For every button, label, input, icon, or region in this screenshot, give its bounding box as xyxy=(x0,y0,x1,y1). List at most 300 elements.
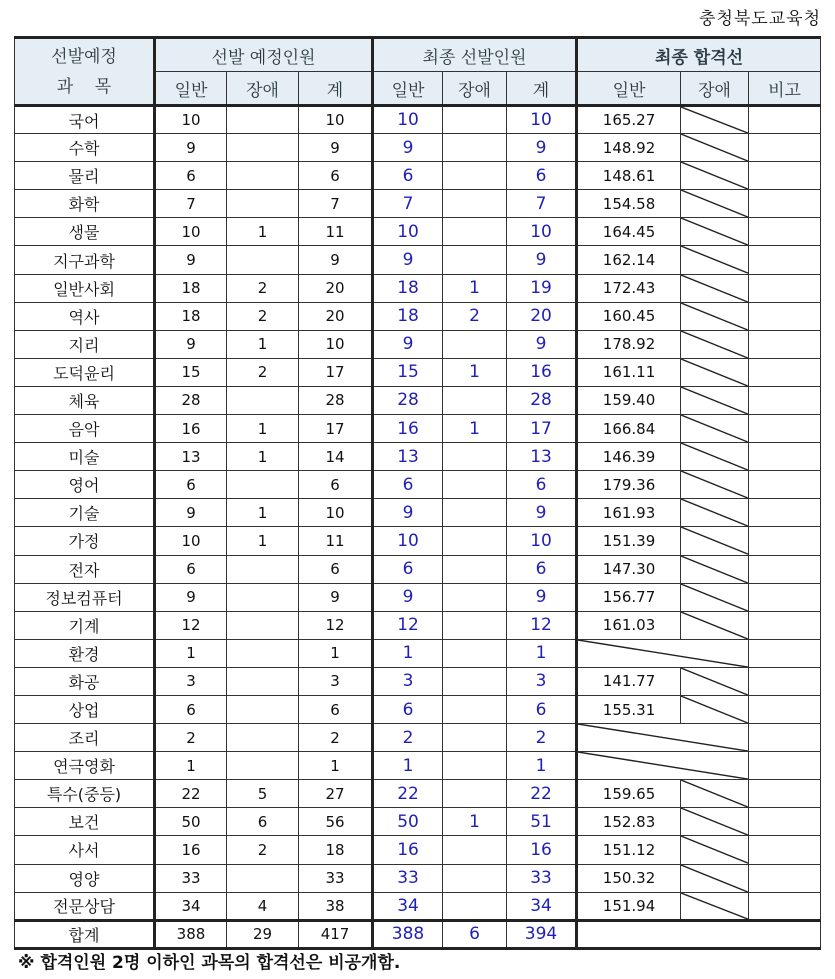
final-total-cell: 12 xyxy=(507,611,577,639)
remarks-cell xyxy=(749,190,821,218)
cutoff-disabled-na-cell xyxy=(681,892,749,920)
planned-disabled-cell: 1 xyxy=(227,330,299,358)
final-disabled-cell xyxy=(443,555,507,583)
subject-cell: 화학 xyxy=(15,190,155,218)
planned-general-cell: 9 xyxy=(155,134,227,162)
subject-cell: 국어 xyxy=(15,106,155,134)
planned-general-cell: 2 xyxy=(155,724,227,752)
subject-cell: 환경 xyxy=(15,639,155,667)
cutoff-disabled-na-cell xyxy=(681,302,749,330)
final-general-cell: 16 xyxy=(373,415,443,443)
remarks-cell xyxy=(749,358,821,386)
remarks-cell xyxy=(749,892,821,920)
final-disabled-cell xyxy=(443,527,507,555)
cutoff-disabled-na-cell xyxy=(681,246,749,274)
planned-general-cell: 50 xyxy=(155,808,227,836)
cutoff-disabled-na-cell xyxy=(681,358,749,386)
final-disabled-cell xyxy=(443,611,507,639)
planned-disabled-cell xyxy=(227,864,299,892)
cutoff-general-cell: 151.12 xyxy=(577,836,681,864)
subject-cell: 도덕윤리 xyxy=(15,358,155,386)
table-row xyxy=(15,246,821,274)
table-row xyxy=(15,808,821,836)
subject-cell: 연극영화 xyxy=(15,752,155,780)
subject-cell: 정보컴퓨터 xyxy=(15,583,155,611)
cutoff-general-cell: 154.58 xyxy=(577,190,681,218)
final-total-cell: 16 xyxy=(507,836,577,864)
planned-total-cell: 3 xyxy=(299,667,373,695)
cutoff-undisclosed-cell xyxy=(577,639,749,667)
table-row xyxy=(15,106,821,134)
remarks-cell xyxy=(749,527,821,555)
cutoff-disabled-na-cell xyxy=(681,611,749,639)
cutoff-general-cell: 151.39 xyxy=(577,527,681,555)
remarks-cell xyxy=(749,274,821,302)
table-row xyxy=(15,695,821,723)
table-row xyxy=(15,724,821,752)
planned-total-cell: 17 xyxy=(299,415,373,443)
planned-general-cell: 22 xyxy=(155,780,227,808)
final-general-cell: 10 xyxy=(373,106,443,134)
final-total-cell: 9 xyxy=(507,246,577,274)
final-general-cell: 13 xyxy=(373,443,443,471)
cutoff-general-cell: 159.40 xyxy=(577,386,681,414)
cutoff-disabled-na-cell xyxy=(681,218,749,246)
final-total-cell: 2 xyxy=(507,724,577,752)
planned-disabled-cell xyxy=(227,134,299,162)
planned-general-cell: 16 xyxy=(155,836,227,864)
total-cutoff-empty-cell xyxy=(577,920,821,948)
planned-general-header: 일반 xyxy=(155,72,227,106)
cutoff-disabled-na-cell xyxy=(681,106,749,134)
cutoff-disabled-na-cell xyxy=(681,443,749,471)
planned-general-cell: 15 xyxy=(155,358,227,386)
final-disabled-cell xyxy=(443,639,507,667)
final-total-cell: 10 xyxy=(507,106,577,134)
final-total-cell: 7 xyxy=(507,190,577,218)
total-row xyxy=(15,920,821,948)
final-general-cell: 6 xyxy=(373,162,443,190)
subject-cell: 영어 xyxy=(15,471,155,499)
remarks-cell xyxy=(749,499,821,527)
remarks-cell xyxy=(749,780,821,808)
cutoff-disabled-na-cell xyxy=(681,471,749,499)
final-total-cell: 1 xyxy=(507,639,577,667)
cutoff-general-cell: 141.77 xyxy=(577,667,681,695)
table-row xyxy=(15,162,821,190)
planned-total-cell: 17 xyxy=(299,358,373,386)
final-general-cell: 6 xyxy=(373,695,443,723)
cutoff-general-cell: 152.83 xyxy=(577,808,681,836)
planned-general-cell: 6 xyxy=(155,555,227,583)
planned-general-cell: 33 xyxy=(155,864,227,892)
final-general-cell: 2 xyxy=(373,724,443,752)
remarks-cell xyxy=(749,555,821,583)
final-disabled-cell xyxy=(443,583,507,611)
final-total-cell: 28 xyxy=(507,386,577,414)
cutoff-disabled-header: 장애 xyxy=(681,72,749,106)
planned-disabled-cell: 2 xyxy=(227,836,299,864)
remarks-cell xyxy=(749,415,821,443)
planned-disabled-cell: 5 xyxy=(227,780,299,808)
table-row xyxy=(15,330,821,358)
subject-cell: 가정 xyxy=(15,527,155,555)
subject-cell: 일반사회 xyxy=(15,274,155,302)
planned-general-cell: 12 xyxy=(155,611,227,639)
final-disabled-cell: 1 xyxy=(443,274,507,302)
final-total-cell: 1 xyxy=(507,752,577,780)
final-total-cell: 6 xyxy=(507,471,577,499)
planned-total-cell: 7 xyxy=(299,190,373,218)
cutoff-general-cell: 162.14 xyxy=(577,246,681,274)
final-total-cell: 10 xyxy=(507,527,577,555)
subject-cell: 기술 xyxy=(15,499,155,527)
corner-header-line1: 선발예정 xyxy=(51,46,117,67)
final-general-cell: 10 xyxy=(373,527,443,555)
final-total-cell: 6 xyxy=(507,695,577,723)
table-row xyxy=(15,667,821,695)
planned-disabled-cell xyxy=(227,246,299,274)
planned-disabled-cell xyxy=(227,386,299,414)
planned-general-cell: 28 xyxy=(155,386,227,414)
planned-general-cell: 3 xyxy=(155,667,227,695)
planned-total-header: 계 xyxy=(299,72,373,106)
cutoff-general-cell: 166.84 xyxy=(577,415,681,443)
final-disabled-cell: 2 xyxy=(443,302,507,330)
final-general-cell: 9 xyxy=(373,583,443,611)
subject-cell: 역사 xyxy=(15,302,155,330)
table-row xyxy=(15,892,821,920)
final-total-cell: 6 xyxy=(507,555,577,583)
planned-general-cell: 16 xyxy=(155,415,227,443)
total-final-general-cell: 388 xyxy=(373,920,443,948)
final-total-cell: 51 xyxy=(507,808,577,836)
final-disabled-cell xyxy=(443,106,507,134)
remarks-cell xyxy=(749,667,821,695)
final-disabled-cell xyxy=(443,471,507,499)
final-general-cell: 33 xyxy=(373,864,443,892)
planned-general-cell: 9 xyxy=(155,246,227,274)
table-row xyxy=(15,134,821,162)
table-row xyxy=(15,527,821,555)
planned-total-cell: 56 xyxy=(299,808,373,836)
planned-disabled-cell xyxy=(227,162,299,190)
table-row xyxy=(15,864,821,892)
cutoff-general-cell: 161.11 xyxy=(577,358,681,386)
planned-general-cell: 6 xyxy=(155,162,227,190)
remarks-cell xyxy=(749,808,821,836)
planned-disabled-cell: 6 xyxy=(227,808,299,836)
final-total-header: 계 xyxy=(507,72,577,106)
final-disabled-cell xyxy=(443,499,507,527)
remarks-cell xyxy=(749,864,821,892)
cutoff-group-header: 최종 합격선 xyxy=(577,38,821,72)
remarks-cell xyxy=(749,724,821,752)
subject-cell: 수학 xyxy=(15,134,155,162)
table-row xyxy=(15,218,821,246)
table-row xyxy=(15,274,821,302)
subject-cell: 미술 xyxy=(15,443,155,471)
total-planned-disabled-cell: 29 xyxy=(227,920,299,948)
remarks-cell xyxy=(749,836,821,864)
cutoff-general-cell: 155.31 xyxy=(577,695,681,723)
final-general-cell: 34 xyxy=(373,892,443,920)
remarks-cell xyxy=(749,443,821,471)
planned-disabled-cell xyxy=(227,555,299,583)
planned-total-cell: 1 xyxy=(299,752,373,780)
final-total-cell: 9 xyxy=(507,499,577,527)
cutoff-undisclosed-cell xyxy=(577,724,749,752)
cutoff-disabled-na-cell xyxy=(681,274,749,302)
table-row xyxy=(15,611,821,639)
subject-cell: 물리 xyxy=(15,162,155,190)
remarks-cell xyxy=(749,583,821,611)
table-row xyxy=(15,780,821,808)
corner-header xyxy=(15,38,155,106)
planned-disabled-cell xyxy=(227,611,299,639)
final-disabled-cell xyxy=(443,864,507,892)
cutoff-general-cell: 164.45 xyxy=(577,218,681,246)
cutoff-disabled-na-cell xyxy=(681,836,749,864)
final-general-cell: 18 xyxy=(373,274,443,302)
remarks-cell xyxy=(749,106,821,134)
planned-total-cell: 10 xyxy=(299,499,373,527)
planned-total-cell: 1 xyxy=(299,639,373,667)
final-disabled-cell xyxy=(443,246,507,274)
subject-cell: 조리 xyxy=(15,724,155,752)
subject-cell: 화공 xyxy=(15,667,155,695)
planned-total-cell: 9 xyxy=(299,246,373,274)
cutoff-general-cell: 146.39 xyxy=(577,443,681,471)
remarks-header: 비고 xyxy=(749,72,821,106)
planned-general-cell: 1 xyxy=(155,752,227,780)
final-general-cell: 22 xyxy=(373,780,443,808)
planned-total-cell: 33 xyxy=(299,864,373,892)
planned-total-cell: 2 xyxy=(299,724,373,752)
planned-disabled-cell xyxy=(227,724,299,752)
subject-cell: 전문상담 xyxy=(15,892,155,920)
subject-cell: 생물 xyxy=(15,218,155,246)
planned-general-cell: 7 xyxy=(155,190,227,218)
final-total-cell: 9 xyxy=(507,583,577,611)
table-row xyxy=(15,358,821,386)
cutoff-general-cell: 147.30 xyxy=(577,555,681,583)
planned-total-cell: 9 xyxy=(299,583,373,611)
cutoff-disabled-na-cell xyxy=(681,808,749,836)
planned-general-cell: 10 xyxy=(155,527,227,555)
planned-total-cell: 6 xyxy=(299,695,373,723)
cutoff-disabled-na-cell xyxy=(681,386,749,414)
cutoff-general-cell: 160.45 xyxy=(577,302,681,330)
final-disabled-cell: 1 xyxy=(443,358,507,386)
cutoff-general-cell: 156.77 xyxy=(577,583,681,611)
final-disabled-cell: 1 xyxy=(443,415,507,443)
remarks-cell xyxy=(749,611,821,639)
planned-general-cell: 9 xyxy=(155,330,227,358)
planned-disabled-cell: 1 xyxy=(227,218,299,246)
table-row xyxy=(15,302,821,330)
subject-cell: 전자 xyxy=(15,555,155,583)
remarks-cell xyxy=(749,471,821,499)
cutoff-disabled-na-cell xyxy=(681,330,749,358)
final-disabled-cell xyxy=(443,836,507,864)
planned-total-cell: 18 xyxy=(299,836,373,864)
planned-disabled-cell xyxy=(227,471,299,499)
final-disabled-cell xyxy=(443,695,507,723)
subject-cell: 사서 xyxy=(15,836,155,864)
cutoff-disabled-na-cell xyxy=(681,162,749,190)
planned-general-cell: 1 xyxy=(155,639,227,667)
cutoff-disabled-na-cell xyxy=(681,527,749,555)
final-group-header: 최종 선발인원 xyxy=(373,38,577,72)
cutoff-disabled-na-cell xyxy=(681,134,749,162)
final-general-header: 일반 xyxy=(373,72,443,106)
table-row xyxy=(15,499,821,527)
planned-general-cell: 6 xyxy=(155,695,227,723)
planned-total-cell: 9 xyxy=(299,134,373,162)
final-disabled-cell xyxy=(443,330,507,358)
cutoff-general-cell: 161.03 xyxy=(577,611,681,639)
table-row xyxy=(15,583,821,611)
final-total-cell: 9 xyxy=(507,134,577,162)
cutoff-disabled-na-cell xyxy=(681,499,749,527)
subject-cell: 영양 xyxy=(15,864,155,892)
final-disabled-cell xyxy=(443,218,507,246)
cutoff-disabled-na-cell xyxy=(681,415,749,443)
final-general-cell: 28 xyxy=(373,386,443,414)
table-row xyxy=(15,386,821,414)
planned-total-cell: 27 xyxy=(299,780,373,808)
cutoff-general-cell: 172.43 xyxy=(577,274,681,302)
planned-disabled-cell: 1 xyxy=(227,415,299,443)
remarks-cell xyxy=(749,330,821,358)
subject-cell: 보건 xyxy=(15,808,155,836)
planned-total-cell: 10 xyxy=(299,330,373,358)
final-general-cell: 50 xyxy=(373,808,443,836)
cutoff-disabled-na-cell xyxy=(681,190,749,218)
cutoff-general-cell: 148.92 xyxy=(577,134,681,162)
final-total-cell: 6 xyxy=(507,162,577,190)
subject-cell: 음악 xyxy=(15,415,155,443)
planned-disabled-cell xyxy=(227,667,299,695)
issuing-organization: 충청북도교육청 xyxy=(699,9,821,29)
cutoff-disabled-na-cell xyxy=(681,583,749,611)
subject-cell: 지리 xyxy=(15,330,155,358)
corner-header-line2: 과 목 xyxy=(56,76,112,97)
planned-general-cell: 6 xyxy=(155,471,227,499)
final-disabled-cell xyxy=(443,667,507,695)
final-disabled-cell xyxy=(443,724,507,752)
final-general-cell: 1 xyxy=(373,752,443,780)
final-total-cell: 10 xyxy=(507,218,577,246)
cutoff-general-cell: 165.27 xyxy=(577,106,681,134)
planned-total-cell: 14 xyxy=(299,443,373,471)
planned-disabled-cell: 2 xyxy=(227,302,299,330)
planned-general-cell: 13 xyxy=(155,443,227,471)
remarks-cell xyxy=(749,386,821,414)
remarks-cell xyxy=(749,639,821,667)
remarks-cell xyxy=(749,302,821,330)
table-row xyxy=(15,555,821,583)
final-total-cell: 16 xyxy=(507,358,577,386)
final-total-cell: 33 xyxy=(507,864,577,892)
planned-total-cell: 38 xyxy=(299,892,373,920)
cutoff-general-cell: 148.61 xyxy=(577,162,681,190)
planned-total-cell: 6 xyxy=(299,162,373,190)
remarks-cell xyxy=(749,695,821,723)
final-disabled-cell xyxy=(443,134,507,162)
total-planned-total-cell: 417 xyxy=(299,920,373,948)
final-general-cell: 6 xyxy=(373,471,443,499)
final-total-cell: 17 xyxy=(507,415,577,443)
planned-disabled-header: 장애 xyxy=(227,72,299,106)
remarks-cell xyxy=(749,134,821,162)
planned-disabled-cell xyxy=(227,639,299,667)
final-total-cell: 19 xyxy=(507,274,577,302)
final-disabled-cell xyxy=(443,162,507,190)
planned-general-cell: 10 xyxy=(155,218,227,246)
subject-cell: 상업 xyxy=(15,695,155,723)
final-general-cell: 16 xyxy=(373,836,443,864)
cutoff-undisclosed-cell xyxy=(577,752,749,780)
final-disabled-cell xyxy=(443,752,507,780)
final-general-cell: 9 xyxy=(373,134,443,162)
final-general-cell: 12 xyxy=(373,611,443,639)
planned-general-cell: 9 xyxy=(155,499,227,527)
table-row xyxy=(15,190,821,218)
planned-disabled-cell: 1 xyxy=(227,499,299,527)
final-total-cell: 22 xyxy=(507,780,577,808)
cutoff-general-cell: 159.65 xyxy=(577,780,681,808)
final-disabled-cell xyxy=(443,892,507,920)
final-disabled-cell xyxy=(443,386,507,414)
planned-total-cell: 11 xyxy=(299,218,373,246)
final-general-cell: 18 xyxy=(373,302,443,330)
table-row xyxy=(15,639,821,667)
table-row xyxy=(15,415,821,443)
planned-disabled-cell: 2 xyxy=(227,274,299,302)
final-total-cell: 34 xyxy=(507,892,577,920)
table-body xyxy=(15,106,821,949)
table-row xyxy=(15,836,821,864)
planned-general-cell: 10 xyxy=(155,106,227,134)
planned-total-cell: 6 xyxy=(299,555,373,583)
total-final-disabled-cell: 6 xyxy=(443,920,507,948)
total-final-total-cell: 394 xyxy=(507,920,577,948)
final-general-cell: 3 xyxy=(373,667,443,695)
planned-total-cell: 20 xyxy=(299,274,373,302)
subject-cell: 특수(중등) xyxy=(15,780,155,808)
final-general-cell: 1 xyxy=(373,639,443,667)
planned-total-cell: 28 xyxy=(299,386,373,414)
planned-total-cell: 11 xyxy=(299,527,373,555)
planned-group-header: 선발 예정인원 xyxy=(155,38,373,72)
remarks-cell xyxy=(749,162,821,190)
planned-disabled-cell: 4 xyxy=(227,892,299,920)
planned-general-cell: 34 xyxy=(155,892,227,920)
planned-total-cell: 6 xyxy=(299,471,373,499)
total-label-cell: 합계 xyxy=(15,920,155,948)
final-total-cell: 13 xyxy=(507,443,577,471)
table-row xyxy=(15,752,821,780)
subject-cell: 지구과학 xyxy=(15,246,155,274)
planned-disabled-cell: 2 xyxy=(227,358,299,386)
final-general-cell: 6 xyxy=(373,555,443,583)
cutoff-disabled-na-cell xyxy=(681,667,749,695)
cutoff-general-header: 일반 xyxy=(577,72,681,106)
planned-disabled-cell xyxy=(227,695,299,723)
final-general-cell: 7 xyxy=(373,190,443,218)
